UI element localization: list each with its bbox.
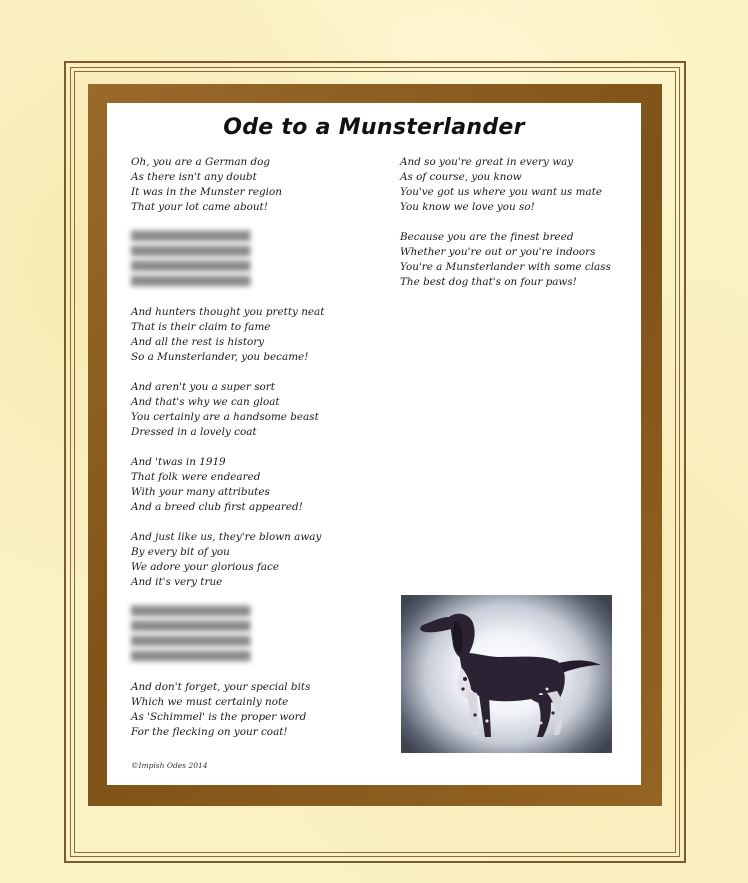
poem-line: ████████████████████ [131, 262, 250, 272]
blurred-stanza [131, 605, 371, 665]
poem-stanza [131, 380, 371, 440]
copyright-text: ©Impish Odes 2014 [131, 761, 208, 770]
poem-line: You've got us where you want us mate [400, 186, 603, 198]
poem-line: And so you're great in every way [400, 156, 574, 168]
poem-line: ████████████████████ [131, 652, 250, 662]
poem-line: With your many attributes [131, 486, 270, 498]
poem-line: For the flecking on your coat! [131, 726, 288, 738]
poem-line: Which we must certainly note [131, 696, 289, 708]
poem-line: It was in the Munster region [131, 186, 282, 198]
poem-stanza [131, 680, 371, 740]
right-column [400, 155, 630, 305]
poem-line: ████████████████████ [131, 607, 250, 617]
poem-line: ████████████████████ [131, 277, 250, 287]
poem-line: And that's why we can gloat [131, 396, 280, 408]
poem-line: By every bit of you [131, 546, 230, 558]
poem-line: That your lot came about! [131, 201, 268, 213]
poem-line: ████████████████████ [131, 232, 250, 242]
blurred-stanza [131, 230, 371, 290]
poem-stanza [131, 530, 371, 590]
poem-line: ████████████████████ [131, 637, 250, 647]
poem-line: As 'Schimmel' is the proper word [131, 711, 307, 723]
poem-line: That folk were endeared [131, 471, 261, 483]
poem-line: And aren't you a super sort [131, 381, 275, 393]
poem-line: ████████████████████ [131, 622, 250, 632]
poem-line: ████████████████████ [131, 247, 250, 257]
poem-line: You know we love you so! [400, 201, 535, 213]
poem-line: And hunters thought you pretty neat [131, 306, 325, 318]
poem-line: So a Munsterlander, you became! [131, 351, 309, 363]
poem-line: And just like us, they're blown away [131, 531, 322, 543]
poem-line: You're a Munsterlander with some class [400, 261, 611, 273]
poem-line: As there isn't any doubt [131, 171, 257, 183]
poem-stanza [400, 230, 630, 290]
poem-line: That is their claim to fame [131, 321, 271, 333]
poem-line: And don't forget, your special bits [131, 681, 311, 693]
poem-line: And all the rest is history [131, 336, 265, 348]
poem-line: As of course, you know [400, 171, 522, 183]
poem-line: Whether you're out or you're indoors [400, 246, 596, 258]
poem-line: Because you are the finest breed [400, 231, 574, 243]
poem-line: Dressed in a lovely coat [131, 426, 257, 438]
poem-line: And a breed club first appeared! [131, 501, 303, 513]
poem-title: Ode to a Munsterlander [223, 115, 525, 140]
poem-stanza [131, 455, 371, 515]
poem-line: And it's very true [131, 576, 223, 588]
dog-photo [401, 595, 612, 753]
poem-stanza [131, 305, 371, 365]
dog-icon [401, 595, 612, 753]
poem-line: Oh, you are a German dog [131, 156, 271, 168]
poem-line: You certainly are a handsome beast [131, 411, 319, 423]
poem-line: We adore your glorious face [131, 561, 280, 573]
poem-stanza [131, 155, 371, 215]
poem-stanza [400, 155, 630, 215]
poem-line: And 'twas in 1919 [131, 456, 226, 468]
poem-line: The best dog that's on four paws! [400, 276, 577, 288]
poem-paper [107, 103, 641, 785]
left-column [131, 155, 371, 755]
